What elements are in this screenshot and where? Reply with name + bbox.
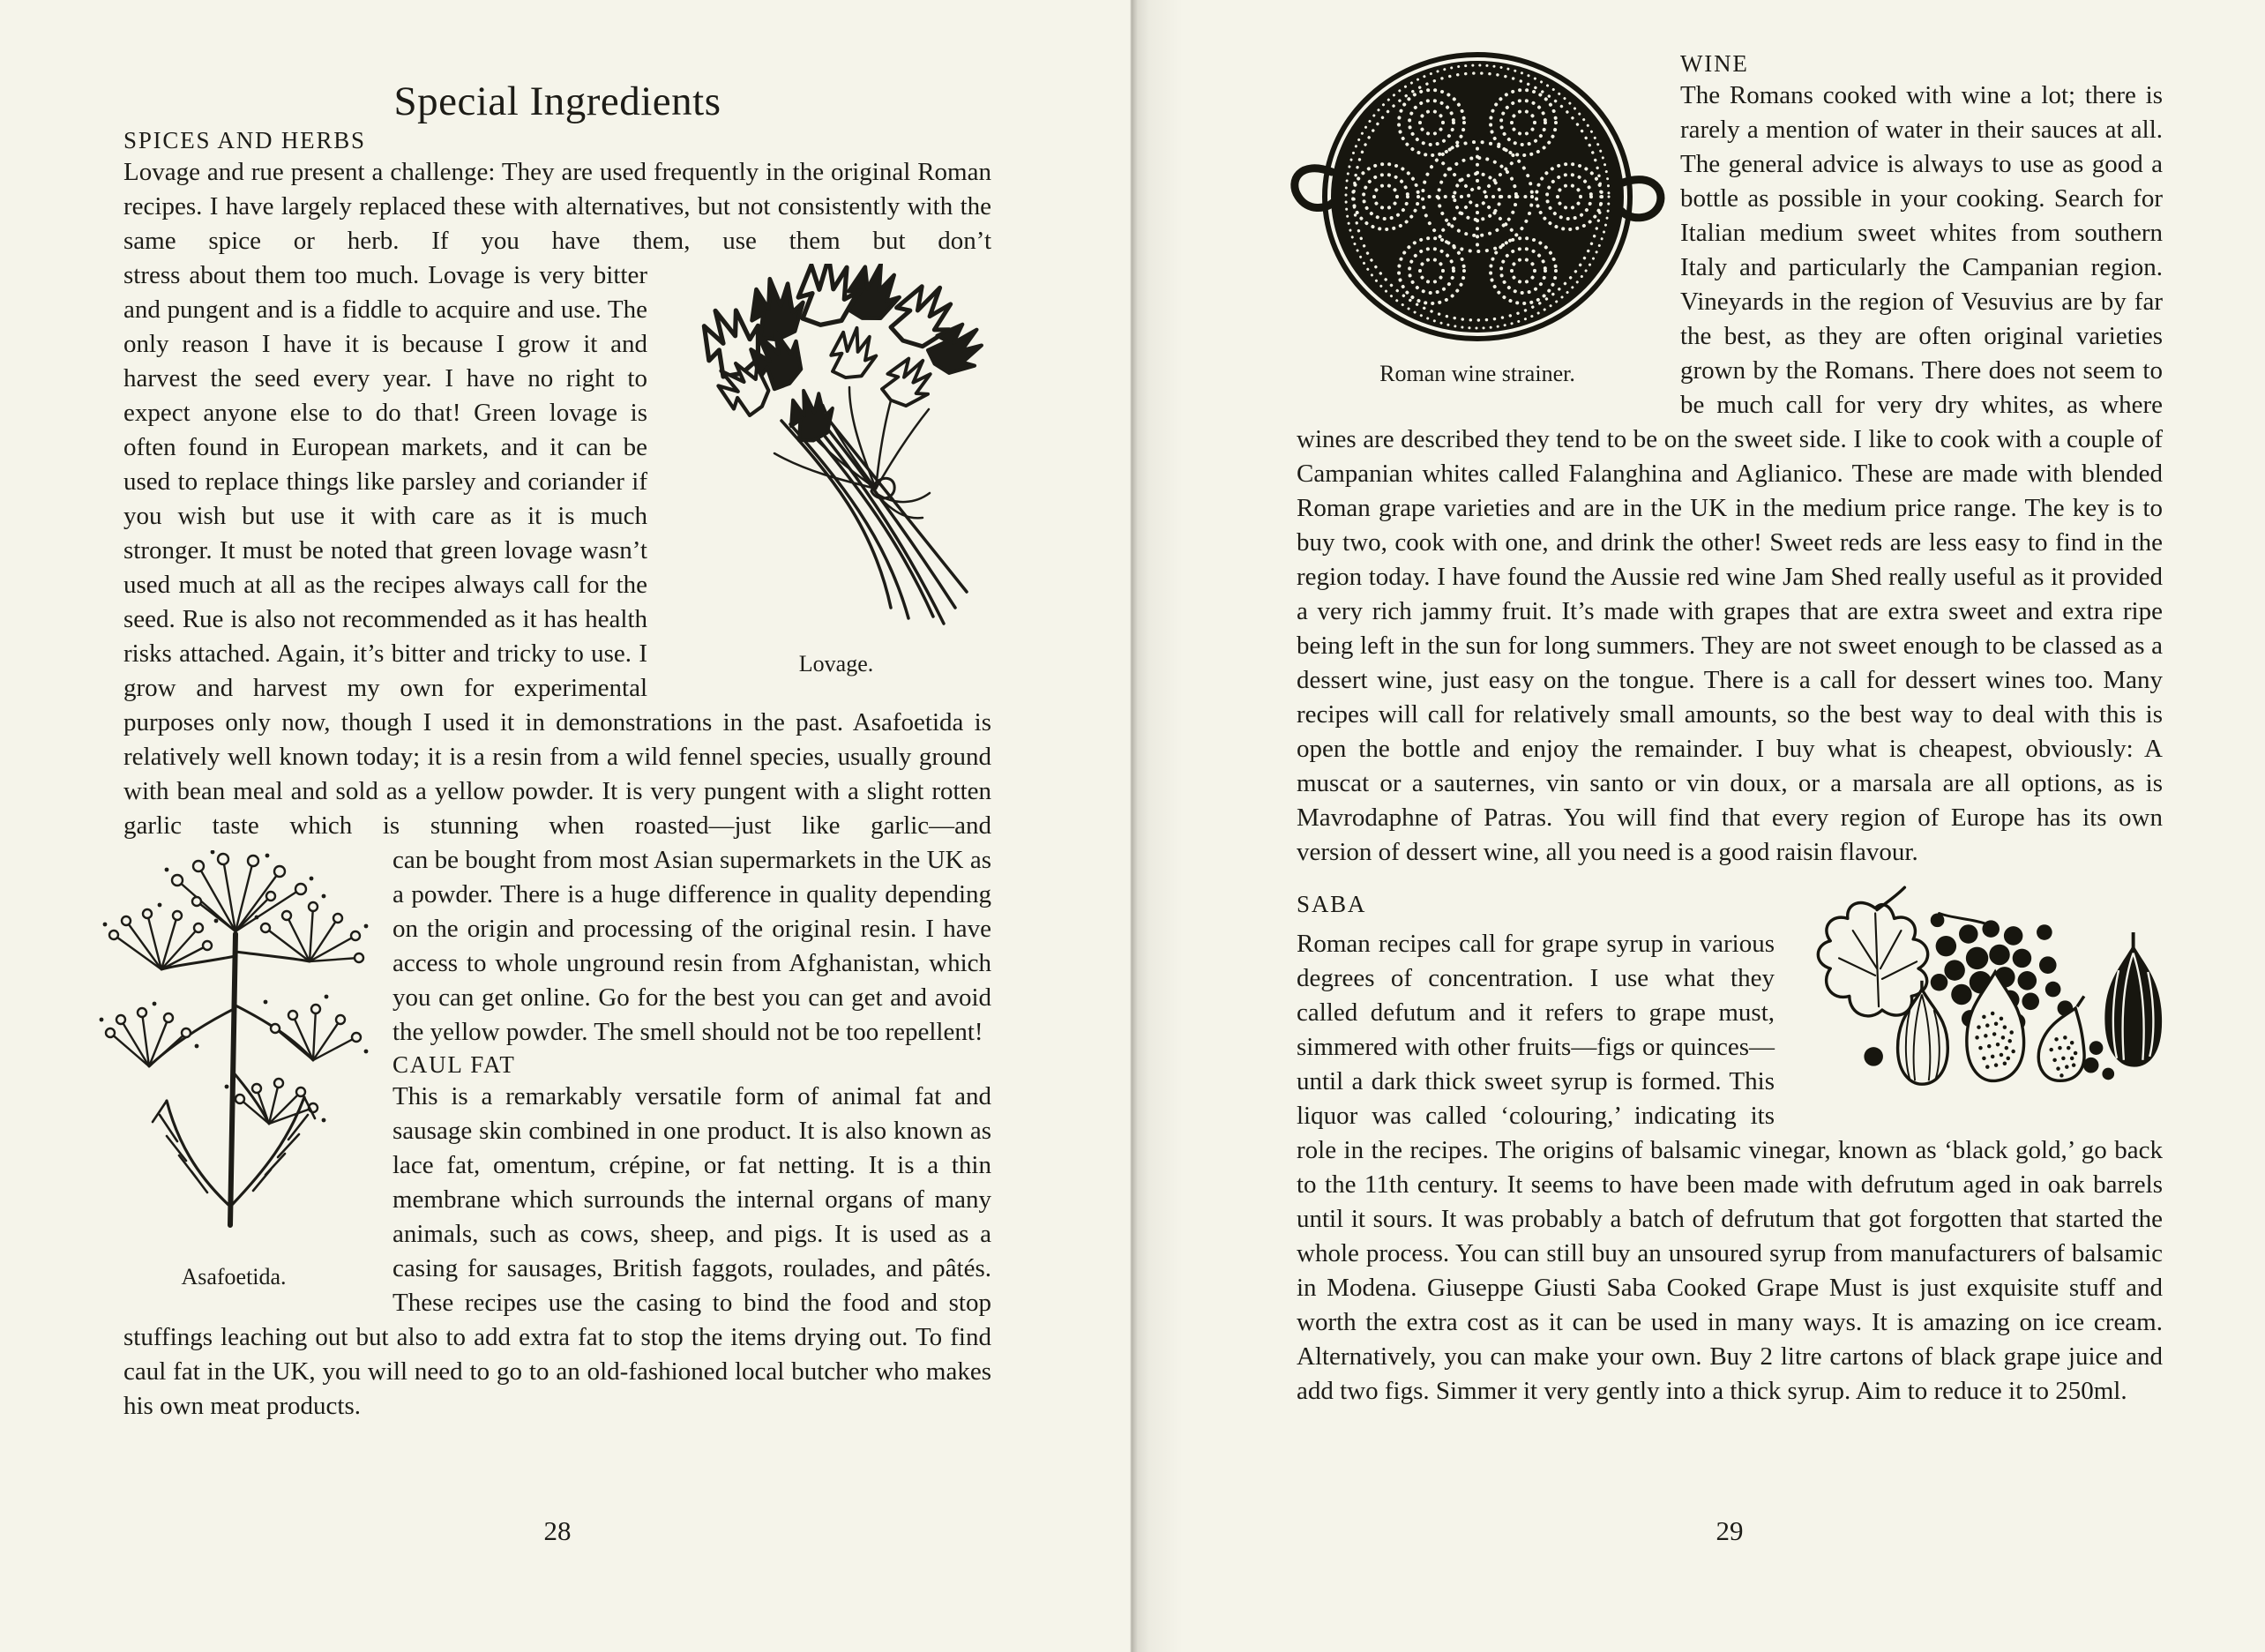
heading-spices-and-herbs: SPICES AND HERBS (123, 127, 366, 153)
figure-grapes-and-figs (1801, 878, 2198, 1108)
page-gutter-shadow (1130, 0, 1185, 1652)
heading-saba: SABA (1297, 891, 1367, 917)
page-title: Special Ingredients (393, 78, 721, 124)
text-flow-lovage (123, 258, 991, 843)
spices-paragraph-beside-lovage: stress about them too much. Lovage is very bitter and pungent and is a fiddle to acquire and use. The only reason I have it is because I grow it and harvest the seed every year. I have no right to expect anyone else to do that! Green lovage is often found in European markets, and it can be used to replace things like parsley and coriander if you wish but use it with care as it is much stronger. It must be noted that green lovage wasn’t used much at all as the recipes always call for the seed. Rue is also not recommended as it has health risks attached. Again, it’s bitter and tricky to use. I grow and harvest my own for experimental purposes only now, though I used it in demonstrations in the past. Asafoetida is relatively well known today; it is a resin from a wild fennel species, usually ground with bean meal and sold as a yellow powder. It is very pungent with a slight rotten garlic taste which is stunning when roasted—just like garlic—and (123, 261, 991, 840)
lovage-illustration (669, 264, 1004, 643)
heading-wine: WINE (1680, 50, 1749, 77)
saba-paragraph: Roman recipes call for grape syrup in various degrees of concentration. I use what they called defutum and it refers to grape must, simmered with other fruits—figs or quinces—until a dark thick sweet syrup is formed. This liquor was called ‘colouring,’ indicating its role in the recipes. The origins of balsamic vinegar, known as ‘black gold,’ go back to the 11th century. It seems to have been made with defrutum aged in oak barrels until it sours. It was probably a batch of defrutum that got forgotten that started the whole process. You can still buy an unsoured syrup from manufacturers of balsamic in Modena. Giuseppe Giusti Saba Cooked Grape Must is just exquisite stuff and worth the extra cost as it can be used in many ways. It is amazing on ice cream. Alternatively, you can make your own. Buy 2 litre cartons of black grape juice and add two figs. Simmer it very gently into a thick syrup. Aim to reduce it to 250ml. (1297, 930, 2163, 1405)
cut-fig-1 (1898, 981, 1948, 1084)
spices-paragraph-intro: Lovage and rue present a challenge: They are used frequently in the original Roman recipes. I have largely replaced these with alternatives, but not consistently with the same spice or herb. If you have them, use them but don’t (123, 158, 991, 255)
grapes-and-figs-illustration (1801, 878, 2198, 1108)
figure-wine-strainer (1279, 49, 1676, 388)
text-flow-asafoetida (123, 843, 991, 1424)
caul-fat-paragraph: This is a remarkably versatile form of animal fat and sausage skin combined in one product. It is also known as lace fat, omentum, crépine, or fat netting. It is a thin membrane which surrounds the internal organs of many animals, such as cows, sheep, and pigs. It is used as a casing for sausages, British faggots, roulades, and pâtés. These recipes use the casing to bind the food and stop stuffings leaching out but also to add extra fat to stop the items drying out. To find caul fat in the UK, you will need to go to an old-fashioned local butcher who makes his own meat products. (123, 1082, 991, 1420)
page-left (123, 0, 991, 1652)
spices-paragraph-beside-asafoetida: can be bought from most Asian supermarkets in the UK as a powder. There is a huge difference in quality depending on the origin and processing of the original resin. I have access to whole unground resin from Afghanistan, which you can get online. Go for the best you can get and avoid the yellow powder. The smell should not be too repellent! (392, 846, 991, 1046)
figure-lovage (669, 264, 1004, 678)
page-number-right: 29 (1716, 1515, 1744, 1546)
text-flow-wine (1297, 49, 2163, 870)
page-number-left: 28 (543, 1515, 572, 1546)
figure-caption-asafoetida: Asafoetida. (181, 1264, 287, 1289)
heading-caul-fat: CAUL FAT (392, 1051, 516, 1078)
wine-strainer-illustration (1279, 49, 1676, 353)
figure-asafoetida (93, 850, 375, 1291)
lovage-leaves (689, 264, 994, 446)
wine-paragraph: The Romans cooked with wine a lot; there is rarely a mention of water in their sauces at all. The general advice is always to use as good a bottle as possible in your cooking. Search for Italian medium sweet whites from southern Italy and particularly the Campanian region. Vineyards in the region of Vesuvius are by far the best, as they are often original varieties grown by the Romans. There does not seem to be much call for very dry whites, as where wines are described they tend to be on the sweet side. I like to cook with a couple of Campanian whites called Falanghina and Aglianico. These are made with blended Roman grape varieties and are in the UK in the medium price range. The key is to buy two, cook with one, and drink the other! Sweet reds are less easy to find in the region today. I have found the Aussie red wine Jam Shed really useful as it provided a very rich jammy fruit. It’s made with grapes that are extra sweet and extra ripe being left in the sun for long summers. They are not sweet enough to be classed as a dessert wine, just easy on the tongue. There is a call for dessert wines too. Many recipes will call for relatively small amounts, so the best way to deal with this is open the bottle and enjoy the remainder. I buy what is cheapest, obviously: A muscat or a sauternes, vin santo or vin doux, or a marsala are all options, as is Mavrodaphne of Patras. You will find that every region of Europe has its own version of dessert wine, all you need is a good raisin flavour. (1297, 81, 2163, 866)
whole-fig (2104, 932, 2162, 1067)
asafoetida-illustration (93, 850, 375, 1256)
page-right (1297, 0, 2163, 1652)
text-flow-saba (1297, 889, 2163, 1409)
figure-caption-wine-strainer: Roman wine strainer. (1379, 361, 1575, 386)
figure-caption-lovage: Lovage. (798, 651, 874, 676)
